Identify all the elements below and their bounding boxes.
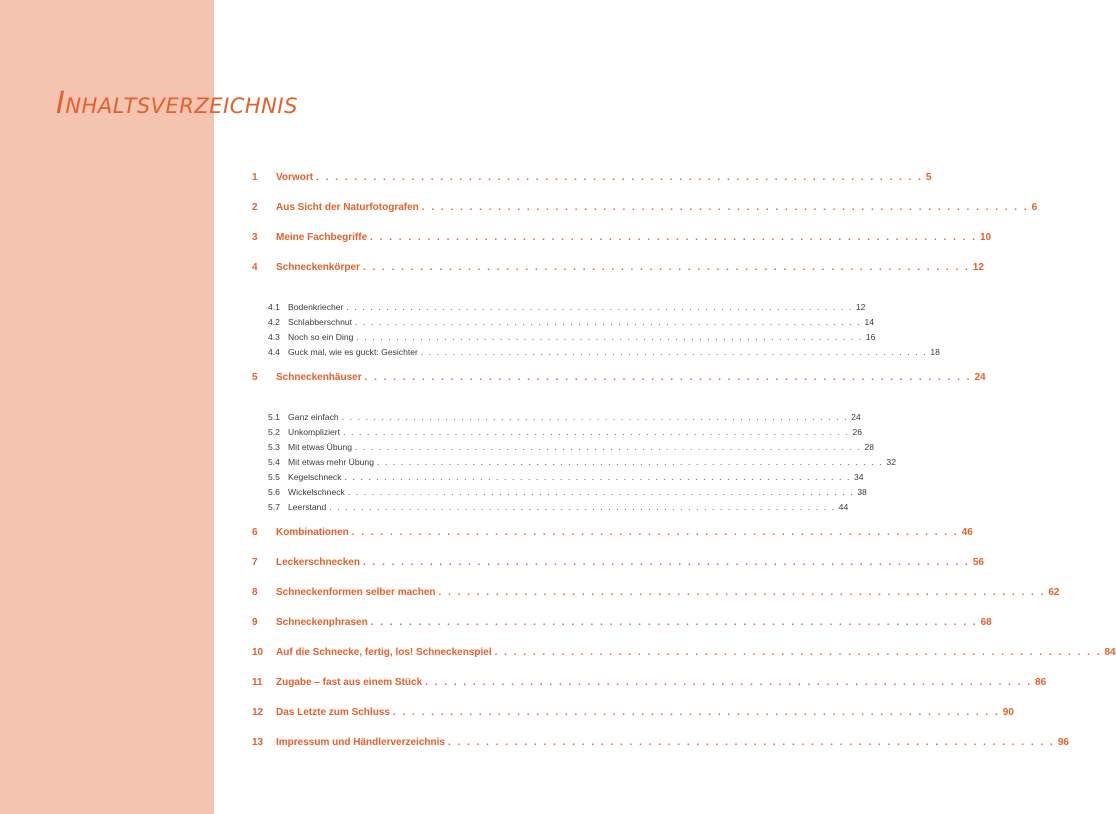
toc-page: 62 — [1048, 587, 1060, 598]
toc-subentry[interactable] — [252, 457, 896, 472]
toc-page: 96 — [1057, 737, 1069, 748]
toc-title: Noch so ein Ding — [288, 332, 354, 342]
toc-page: 68 — [980, 617, 992, 628]
toc-title: Schneckenformen selber machen — [276, 587, 436, 598]
toc-number: 5.1 — [268, 412, 280, 422]
toc-number: 10 — [252, 647, 264, 658]
toc-title: Kegelschneck — [288, 472, 342, 482]
toc-number: 13 — [252, 737, 264, 748]
toc-title: Unkompliziert — [288, 427, 341, 437]
toc-title: Schneckenkörper — [276, 262, 360, 273]
toc-title: Schneckenphrasen — [276, 617, 368, 628]
toc-page: 12 — [855, 302, 866, 312]
toc-title: Zugabe – fast aus einem Stück — [276, 677, 423, 688]
toc-number: 9 — [252, 617, 258, 628]
toc-number: 7 — [252, 557, 258, 568]
toc-entry[interactable] — [252, 202, 1038, 232]
toc-entry[interactable] — [252, 647, 1116, 677]
toc-title: Schlabberschnut — [288, 317, 353, 327]
toc-number: 1 — [252, 172, 258, 183]
toc-page: 90 — [1002, 707, 1014, 718]
toc-page: 44 — [838, 502, 849, 512]
side-color-band — [0, 0, 214, 814]
toc-page: 84 — [1104, 647, 1116, 658]
toc-leader: . . . . . . . . . . . . . . . . . . . . . . . . . . . . . . . . . . . . . . . . . . . . . . . . . . . . . . . . . . . . . . . . — [355, 317, 862, 327]
toc-number: 5.4 — [268, 457, 280, 467]
toc-page: 26 — [852, 427, 863, 437]
toc-title: Mit etwas mehr Übung — [288, 457, 374, 467]
toc-title: Leerstand — [288, 502, 327, 512]
toc-title: Kombinationen — [276, 527, 349, 538]
toc-number: 4.2 — [268, 317, 280, 327]
toc-subentry[interactable] — [252, 502, 849, 517]
toc-leader: . . . . . . . . . . . . . . . . . . . . . . . . . . . . . . . . . . . . . . . . . . . . . . . . . . . . . . . . . . . . . . . . — [351, 527, 959, 538]
toc-subentry[interactable] — [252, 332, 876, 347]
table-of-contents — [252, 172, 1116, 767]
toc-subentry[interactable] — [252, 487, 867, 502]
toc-title: Aus Sicht der Naturfotografen — [276, 202, 419, 213]
toc-entry[interactable] — [252, 677, 1047, 707]
page-title: Inhaltsverzeichnis — [56, 86, 298, 122]
toc-number: 5.3 — [268, 442, 280, 452]
toc-page: 16 — [865, 332, 876, 342]
toc-title: Ganz einfach — [288, 412, 339, 422]
toc-subentry[interactable] — [252, 427, 863, 442]
toc-page: 14 — [864, 317, 875, 327]
toc-page: 6 — [1031, 202, 1038, 213]
toc-entry[interactable] — [252, 587, 1060, 617]
toc-leader: . . . . . . . . . . . . . . . . . . . . . . . . . . . . . . . . . . . . . . . . . . . . . . . . . . . . . . . . . . . . . . . . — [347, 487, 855, 497]
toc-page: 12 — [972, 262, 984, 273]
toc-leader: . . . . . . . . . . . . . . . . . . . . . . . . . . . . . . . . . . . . . . . . . . . . . . . . . . . . . . . . . . . . . . . . — [421, 202, 1029, 213]
toc-leader: . . . . . . . . . . . . . . . . . . . . . . . . . . . . . . . . . . . . . . . . . . . . . . . . . . . . . . . . . . . . . . . . — [420, 347, 928, 357]
toc-subentry[interactable] — [252, 472, 864, 487]
toc-leader: . . . . . . . . . . . . . . . . . . . . . . . . . . . . . . . . . . . . . . . . . . . . . . . . . . . . . . . . . . . . . . . . — [438, 587, 1046, 598]
toc-subentry[interactable] — [252, 347, 940, 362]
toc-entry[interactable] — [252, 262, 984, 292]
toc-number: 4.3 — [268, 332, 280, 342]
toc-page: 24 — [974, 372, 986, 383]
toc-page: 38 — [857, 487, 867, 497]
toc-entry[interactable] — [252, 172, 932, 202]
toc-number: 4.1 — [268, 302, 280, 312]
toc-entry[interactable] — [252, 707, 1014, 737]
toc-title: Leckerschnecken — [276, 557, 360, 568]
toc-leader: . . . . . . . . . . . . . . . . . . . . . . . . . . . . . . . . . . . . . . . . . . . . . . . . . . . . . . . . . . . . . . . . — [392, 707, 1000, 718]
toc-leader: . . . . . . . . . . . . . . . . . . . . . . . . . . . . . . . . . . . . . . . . . . . . . . . . . . . . . . . . . . . . . . . . — [344, 472, 851, 482]
toc-page: 56 — [972, 557, 984, 568]
toc-page: 34 — [853, 472, 864, 482]
toc-number: 11 — [252, 677, 263, 688]
toc-leader: . . . . . . . . . . . . . . . . . . . . . . . . . . . . . . . . . . . . . . . . . . . . . . . . . . . . . . . . . . . . . . . . — [447, 737, 1055, 748]
toc-number: 5 — [252, 372, 258, 383]
toc-leader: . . . . . . . . . . . . . . . . . . . . . . . . . . . . . . . . . . . . . . . . . . . . . . . . . . . . . . . . . . . . . . . . — [346, 302, 853, 312]
toc-leader: . . . . . . . . . . . . . . . . . . . . . . . . . . . . . . . . . . . . . . . . . . . . . . . . . . . . . . . . . . . . . . . . — [362, 557, 970, 568]
toc-leader: . . . . . . . . . . . . . . . . . . . . . . . . . . . . . . . . . . . . . . . . . . . . . . . . . . . . . . . . . . . . . . . . — [341, 412, 849, 422]
toc-number: 5.7 — [268, 502, 280, 512]
toc-page: 28 — [864, 442, 875, 452]
toc-number: 4 — [252, 262, 258, 273]
toc-page: 18 — [930, 347, 940, 357]
toc-entry[interactable] — [252, 372, 986, 402]
toc-number: 5.2 — [268, 427, 280, 437]
toc-title: Auf die Schnecke, fertig, los! Schneckenspiel — [276, 647, 492, 658]
toc-page: 24 — [851, 412, 861, 422]
toc-entry[interactable] — [252, 617, 992, 647]
toc-page: 10 — [980, 232, 992, 243]
toc-entry[interactable] — [252, 232, 992, 262]
toc-entry[interactable] — [252, 527, 973, 557]
toc-leader: . . . . . . . . . . . . . . . . . . . . . . . . . . . . . . . . . . . . . . . . . . . . . . . . . . . . . . . . . . . . . . . . — [355, 442, 862, 452]
toc-leader: . . . . . . . . . . . . . . . . . . . . . . . . . . . . . . . . . . . . . . . . . . . . . . . . . . . . . . . . . . . . . . . . — [329, 502, 836, 512]
toc-subentry[interactable] — [252, 412, 861, 427]
toc-leader: . . . . . . . . . . . . . . . . . . . . . . . . . . . . . . . . . . . . . . . . . . . . . . . . . . . . . . . . . . . . . . . . — [425, 677, 1033, 688]
toc-leader: . . . . . . . . . . . . . . . . . . . . . . . . . . . . . . . . . . . . . . . . . . . . . . . . . . . . . . . . . . . . . . . . — [316, 172, 923, 183]
toc-number: 5.6 — [268, 487, 280, 497]
toc-subentry[interactable] — [252, 302, 866, 317]
toc-number: 8 — [252, 587, 258, 598]
toc-entry[interactable] — [252, 557, 984, 587]
toc-title: Guck mal, wie es guckt: Gesichter — [288, 347, 418, 357]
toc-page: 5 — [925, 172, 932, 183]
toc-title: Mit etwas Übung — [288, 442, 353, 452]
toc-title: Das Letzte zum Schluss — [276, 707, 390, 718]
toc-title: Meine Fachbegriffe — [276, 232, 368, 243]
toc-leader: . . . . . . . . . . . . . . . . . . . . . . . . . . . . . . . . . . . . . . . . . . . . . . . . . . . . . . . . . . . . . . . . — [364, 372, 972, 383]
toc-number: 5.5 — [268, 472, 280, 482]
toc-title: Impressum und Händlerverzeichnis — [276, 737, 445, 748]
toc-number: 12 — [252, 707, 264, 718]
toc-page: 46 — [961, 527, 973, 538]
toc-entry[interactable] — [252, 737, 1069, 767]
toc-page: 32 — [886, 457, 896, 467]
toc-title: Bodenkriecher — [288, 302, 344, 312]
toc-leader: . . . . . . . . . . . . . . . . . . . . . . . . . . . . . . . . . . . . . . . . . . . . . . . . . . . . . . . . . . . . . . . . — [343, 427, 850, 437]
toc-leader: . . . . . . . . . . . . . . . . . . . . . . . . . . . . . . . . . . . . . . . . . . . . . . . . . . . . . . . . . . . . . . . . — [494, 647, 1102, 658]
toc-number: 6 — [252, 527, 258, 538]
toc-title: Wickelschneck — [288, 487, 345, 497]
toc-leader: . . . . . . . . . . . . . . . . . . . . . . . . . . . . . . . . . . . . . . . . . . . . . . . . . . . . . . . . . . . . . . . . — [362, 262, 970, 273]
toc-subentry[interactable] — [252, 442, 875, 457]
toc-number: 2 — [252, 202, 258, 213]
toc-leader: . . . . . . . . . . . . . . . . . . . . . . . . . . . . . . . . . . . . . . . . . . . . . . . . . . . . . . . . . . . . . . . . — [376, 457, 884, 467]
toc-leader: . . . . . . . . . . . . . . . . . . . . . . . . . . . . . . . . . . . . . . . . . . . . . . . . . . . . . . . . . . . . . . . . — [370, 617, 978, 628]
toc-leader: . . . . . . . . . . . . . . . . . . . . . . . . . . . . . . . . . . . . . . . . . . . . . . . . . . . . . . . . . . . . . . . . — [356, 332, 863, 342]
toc-title: Schneckenhäuser — [276, 372, 362, 383]
toc-leader: . . . . . . . . . . . . . . . . . . . . . . . . . . . . . . . . . . . . . . . . . . . . . . . . . . . . . . . . . . . . . . . . — [370, 232, 977, 243]
toc-title: Vorwort — [276, 172, 314, 183]
toc-number: 4.4 — [268, 347, 280, 357]
toc-page: 86 — [1035, 677, 1047, 688]
toc-number: 3 — [252, 232, 258, 243]
toc-subentry[interactable] — [252, 317, 875, 332]
